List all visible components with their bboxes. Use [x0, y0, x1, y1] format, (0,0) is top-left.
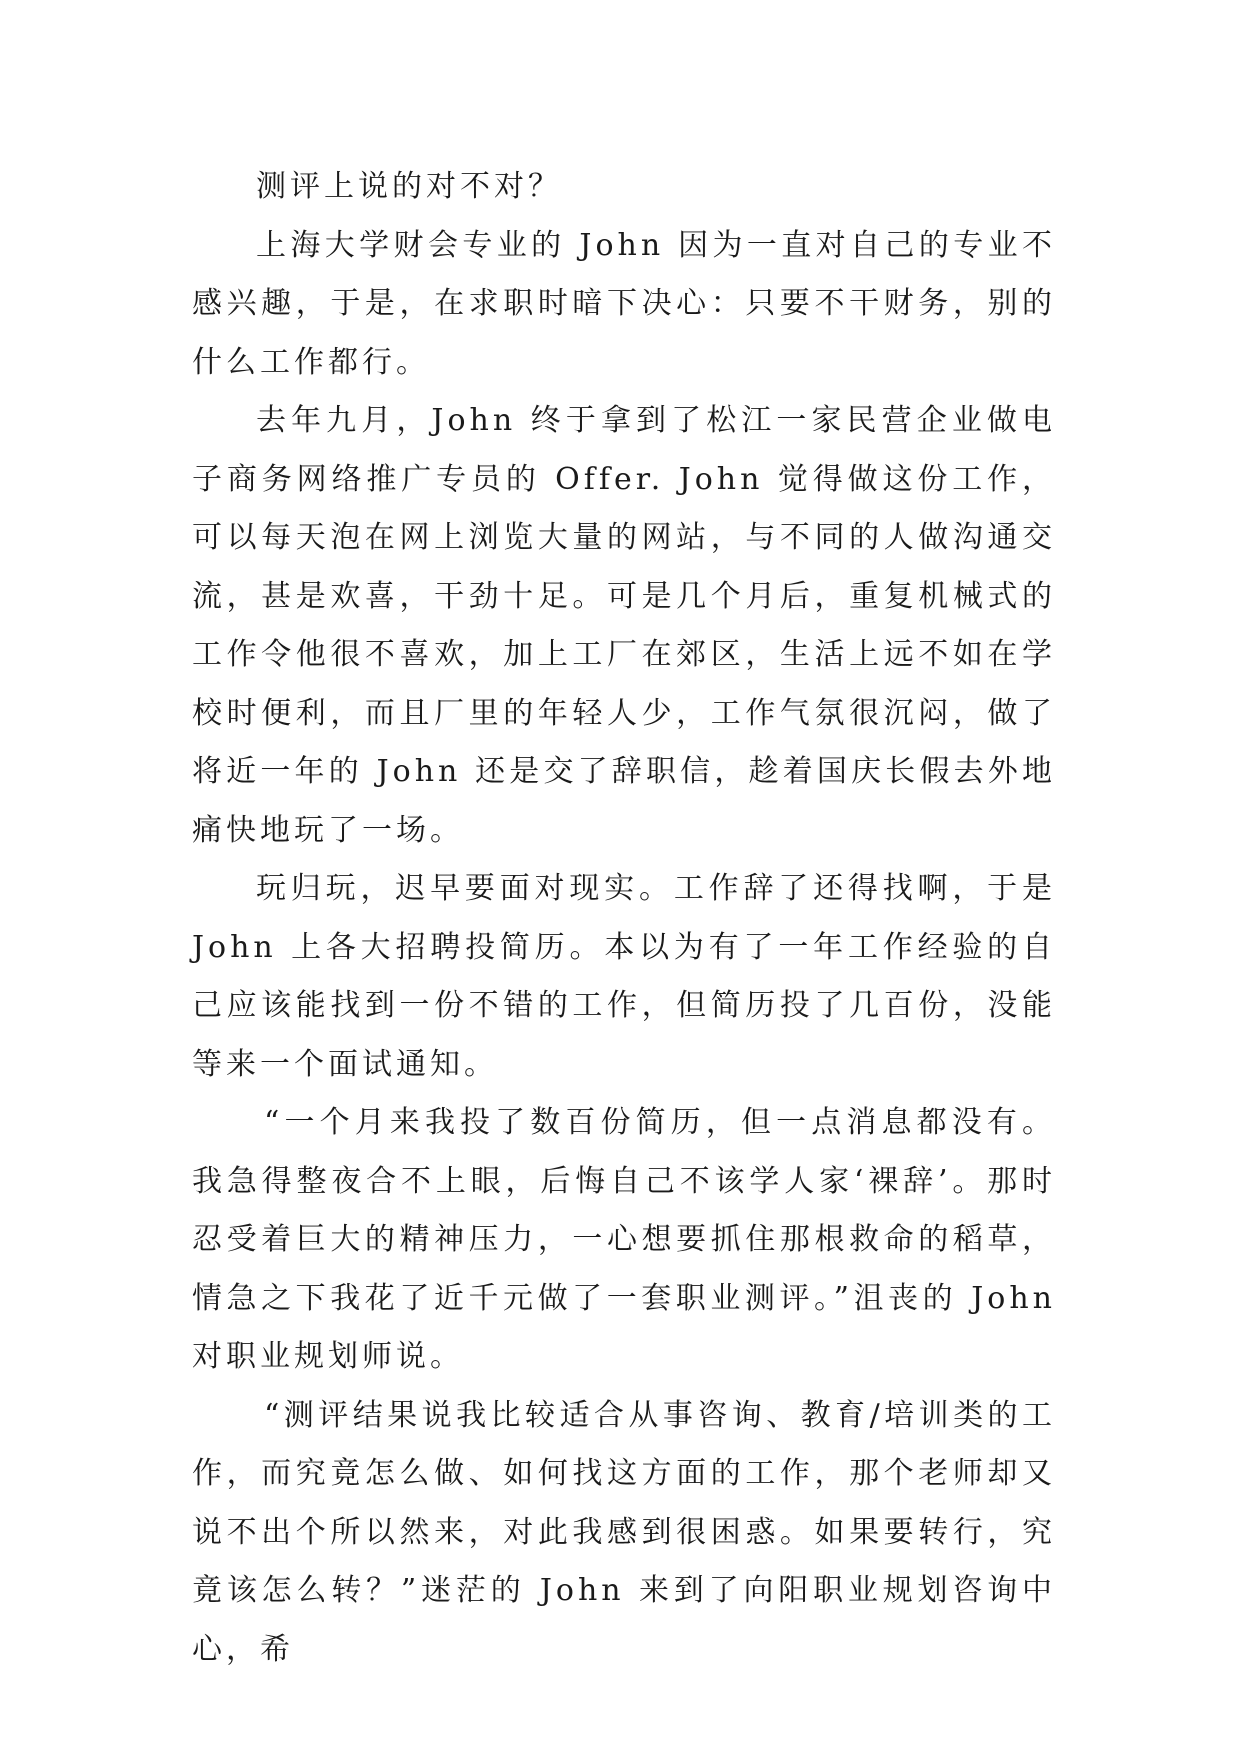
paragraph-quote: “测评结果说我比较适合从事咨询、教育/培训类的工作，而究竟怎么做、如何找这方面的工作，那个老师却又说不出个所以然来，对此我感到很困惑。如果要转行，究竟该怎么转？”迷茫的 John 来到了向阳职业规划咨询中心，希: [192, 1397, 1056, 1667]
paragraph-heading: 测评上说的对不对？: [256, 169, 562, 204]
paragraph-quote: “一个月来我投了数百份简历，但一点消息都没有。我急得整夜合不上眼，后悔自己不该学人家‘裸辞’。那时忍受着巨大的精神压力，一心想要抓住那根救命的稻草，情急之下我花了近千元做了一套职业测评。”沮丧的 John 对职业规划师说。: [192, 1105, 1056, 1374]
paragraph: 玩归玩，迟早要面对现实。工作辞了还得找啊，于是 John 上各大招聘投简历。本以为有了一年工作经验的自己应该能找到一份不错的工作，但简历投了几百份，没能等来一个面试通知。: [192, 871, 1056, 1082]
body-text: [192, 158, 1056, 1679]
paragraph: 上海大学财会专业的 John 因为一直对自己的专业不感兴趣，于是，在求职时暗下决心：只要不干财务，别的什么工作都行。: [192, 227, 1056, 380]
paragraph: 去年九月，John 终于拿到了松江一家民营企业做电子商务网络推广专员的 Offer. John 觉得做这份工作，可以每天泡在网上浏览大量的网站，与不同的人做沟通交流，甚是欢喜，干劲十足。可是几个月后，重复机械式的工作令他很不喜欢，加上工厂在郊区，生活上远不如在学校时便利，而且厂里的年轻人少，工作气氛很沉闷，做了将近一年的 John 还是交了辞职信，趁着国庆长假去外地痛快地玩了一场。: [192, 403, 1056, 848]
